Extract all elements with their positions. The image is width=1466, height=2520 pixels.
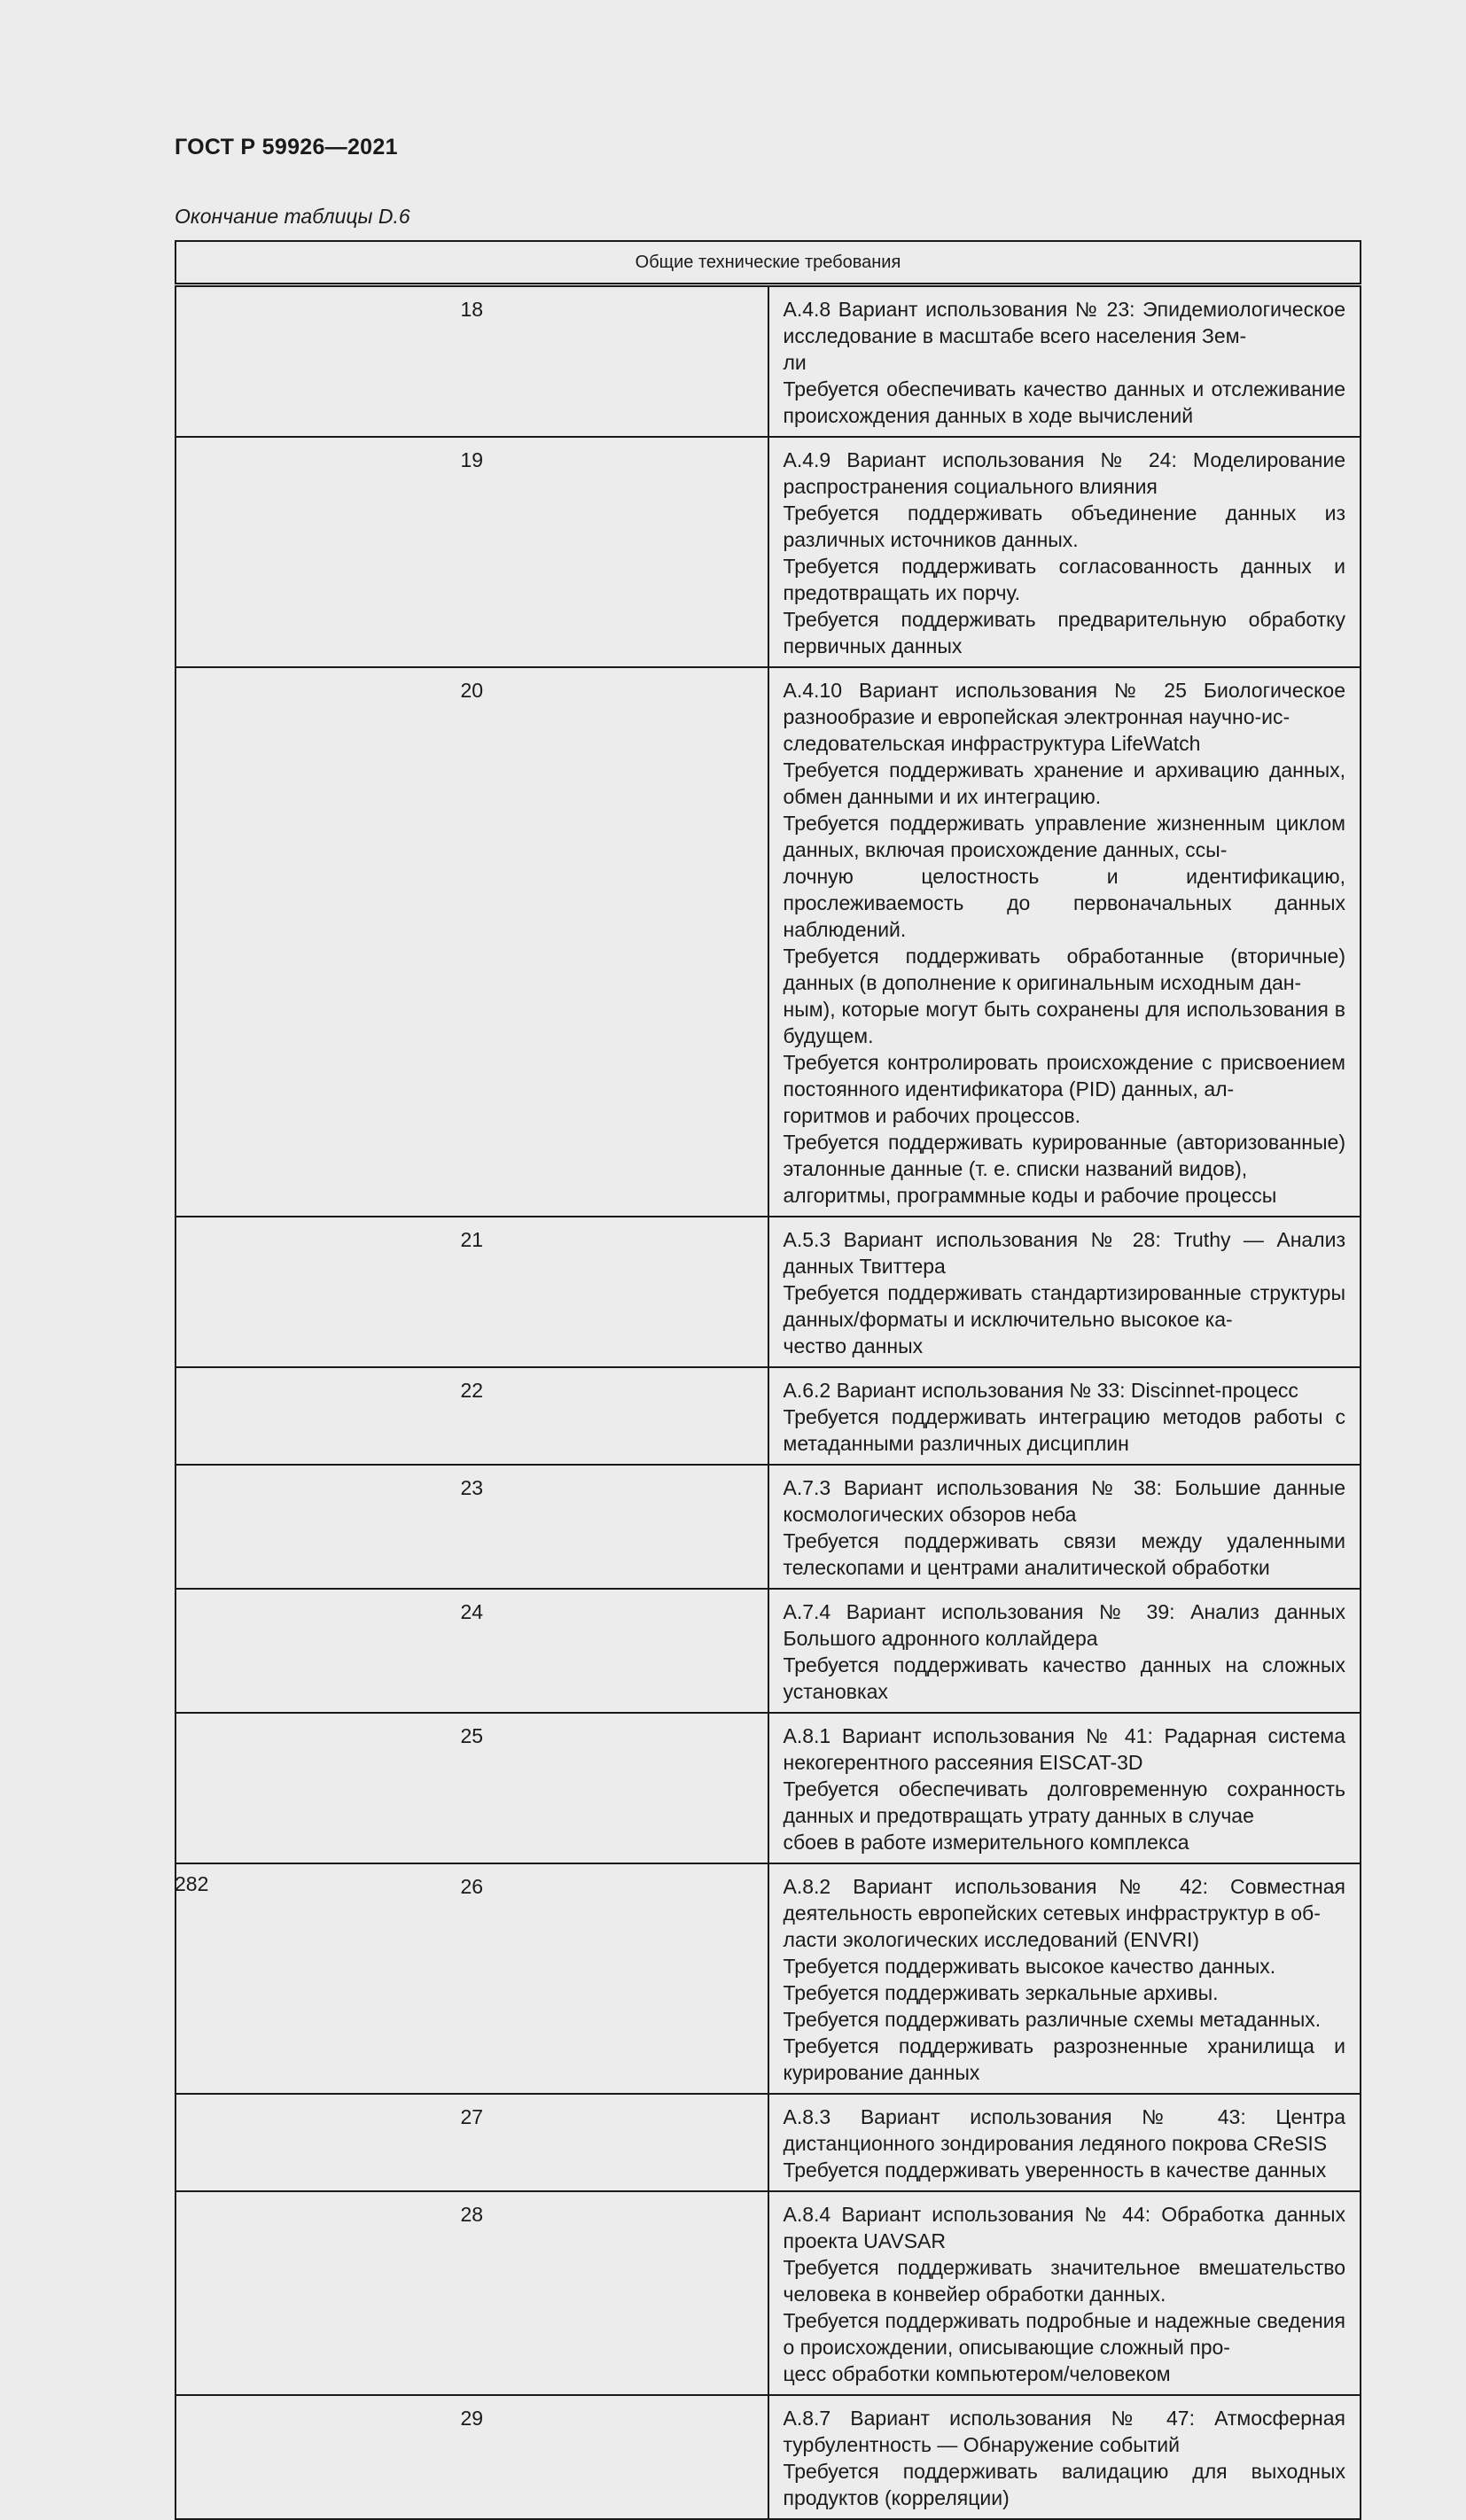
- row-text: [768, 285, 1361, 438]
- row-text: [768, 667, 1361, 1217]
- table-row: [175, 2395, 1361, 2519]
- row-text-line: Требуется контролировать происхождение с присвоением постоянного идентификатора (PID) данных, ал-: [783, 1051, 1345, 1101]
- table-row: [175, 667, 1361, 1217]
- row-text-line: А.7.4 Вариант использования № 39: Анализ данных Большого адронного коллайдера: [783, 1600, 1345, 1650]
- row-text-line: А.4.8 Вариант использования № 23: Эпидемиологическое исследование в масштабе всего населения Зем-: [783, 298, 1345, 347]
- row-text-line: горитмов и рабочих процессов.: [783, 1104, 1080, 1127]
- row-text-line: А.8.7 Вариант использования № 47: Атмосферная турбулентность — Обнаружение событий: [783, 2407, 1345, 2456]
- table-row: [175, 1863, 1361, 2094]
- row-text-line: ли: [783, 351, 807, 374]
- row-number: 21: [175, 1217, 768, 1367]
- row-text-line: Требуется поддерживать высокое качество данных.: [783, 1955, 1276, 1978]
- table-row: [175, 1367, 1361, 1465]
- row-text-line: чество данных: [783, 1334, 924, 1357]
- table-row: [175, 285, 1361, 438]
- requirements-table: [175, 240, 1361, 2520]
- row-text-line: Требуется обеспечивать качество данных и отслеживание происхождения данных в ходе вычислений: [783, 377, 1345, 427]
- row-number: 29: [175, 2395, 768, 2519]
- row-text: [768, 1713, 1361, 1863]
- table-row: [175, 1465, 1361, 1589]
- document-code: ГОСТ Р 59926—2021: [175, 135, 398, 159]
- row-text-line: лочную целостность и идентификацию, прослеживаемость до первоначальных данных наблюдений.: [783, 865, 1345, 941]
- row-text-line: А.5.3 Вариант использования № 28: Truthy — Анализ данных Твиттера: [783, 1228, 1345, 1278]
- row-text-line: Требуется поддерживать курированные (авторизованные) эталонные данные (т. е. списки названий видов),: [783, 1131, 1345, 1180]
- row-text: [768, 2094, 1361, 2191]
- row-number: 22: [175, 1367, 768, 1465]
- row-text-line: Требуется поддерживать согласованность данных и предотвращать их порчу.: [783, 555, 1345, 604]
- table-row: [175, 437, 1361, 667]
- row-number: 20: [175, 667, 768, 1217]
- row-text: [768, 2191, 1361, 2395]
- row-number: 18: [175, 285, 768, 438]
- table-header-cell: Общие технические требования: [175, 241, 1361, 285]
- row-text: [768, 1863, 1361, 2094]
- row-text-line: А.4.9 Вариант использования № 24: Моделирование распространения социального влияния: [783, 448, 1345, 498]
- row-text-line: А.8.1 Вариант использования № 41: Радарная система некогерентного рассеяния EISCAT-3D: [783, 1724, 1345, 1774]
- row-text-line: Требуется поддерживать качество данных на сложных установках: [783, 1653, 1345, 1703]
- row-text-line: сбоев в работе измерительного комплекса: [783, 1831, 1189, 1854]
- row-text-line: А.4.10 Вариант использования № 25 Биологическое разнообразие и европейская электронная научно-ис-: [783, 679, 1345, 728]
- row-text: [768, 1589, 1361, 1713]
- row-text-line: Требуется поддерживать обработанные (вторичные) данных (в дополнение к оригинальным исходным дан-: [783, 945, 1345, 994]
- row-text-line: следовательская инфраструктура LifeWatch: [783, 732, 1201, 755]
- table-row: [175, 2191, 1361, 2395]
- row-number: 28: [175, 2191, 768, 2395]
- row-number: 25: [175, 1713, 768, 1863]
- table-caption: Окончание таблицы D.6: [175, 205, 410, 228]
- row-text-line: Требуется поддерживать предварительную обработку первичных данных: [783, 608, 1345, 657]
- row-text-line: Требуется поддерживать валидацию для выходных продуктов (корреляции): [783, 2460, 1345, 2509]
- row-text-line: Требуется поддерживать интеграцию методов работы с метаданными различных дисциплин: [783, 1405, 1345, 1455]
- row-text: [768, 1217, 1361, 1367]
- row-text-line: цесс обработки компьютером/человеком: [783, 2362, 1171, 2385]
- row-number: 23: [175, 1465, 768, 1589]
- row-number: 24: [175, 1589, 768, 1713]
- row-text-line: ным), которые могут быть сохранены для использования в будущем.: [783, 998, 1345, 1047]
- row-text-line: Требуется поддерживать зеркальные архивы.: [783, 1981, 1219, 2004]
- table-header-row: [175, 241, 1361, 285]
- row-text-line: Требуется обеспечивать долговременную сохранность данных и предотвращать утрату данных в случае: [783, 1777, 1345, 1827]
- row-text: [768, 2395, 1361, 2519]
- row-text-line: Требуется поддерживать значительное вмешательство человека в конвейер обработки данных.: [783, 2256, 1345, 2306]
- row-text-line: алгоритмы, программные коды и рабочие процессы: [783, 1184, 1277, 1207]
- row-text-line: А.8.2 Вариант использования № 42: Совместная деятельность европейских сетевых инфраструктур в об-: [783, 1875, 1345, 1925]
- row-text-line: Требуется поддерживать управление жизненным циклом данных, включая происхождение данных, ссы-: [783, 812, 1345, 861]
- row-text-line: Требуется поддерживать разрозненные хранилища и курирование данных: [783, 2034, 1345, 2084]
- row-text-line: А.8.3 Вариант использования № 43: Центра дистанционного зондирования ледяного покрова CReSIS: [783, 2105, 1345, 2155]
- row-text-line: Требуется поддерживать связи между удаленными телескопами и центрами аналитической обработки: [783, 1529, 1345, 1579]
- table-row: [175, 1713, 1361, 1863]
- row-text: [768, 1367, 1361, 1465]
- row-text-line: Требуется поддерживать хранение и архивацию данных, обмен данными и их интеграцию.: [783, 758, 1345, 808]
- row-text-line: Требуется поддерживать стандартизированные структуры данных/форматы и исключительно высокое ка-: [783, 1281, 1345, 1331]
- row-text-line: Требуется поддерживать подробные и надежные сведения о происхождении, описывающие сложный про-: [783, 2309, 1345, 2359]
- table-row: [175, 1217, 1361, 1367]
- row-number: 19: [175, 437, 768, 667]
- row-text-line: Требуется поддерживать уверенность в качестве данных: [783, 2158, 1327, 2182]
- row-text-line: Требуется поддерживать объединение данных из различных источников данных.: [783, 502, 1345, 551]
- row-text: [768, 437, 1361, 667]
- row-text-line: А.8.4 Вариант использования № 44: Обработка данных проекта UAVSAR: [783, 2203, 1345, 2252]
- row-text-line: Требуется поддерживать различные схемы метаданных.: [783, 2008, 1322, 2031]
- row-number: 26: [175, 1863, 768, 2094]
- table-row: [175, 1589, 1361, 1713]
- page-number: 282: [175, 1872, 209, 1895]
- row-number: 27: [175, 2094, 768, 2191]
- row-text-line: А.6.2 Вариант использования № 33: Discinnet-процесс: [783, 1379, 1298, 1402]
- table-body: [175, 285, 1361, 2520]
- table-row: [175, 2094, 1361, 2191]
- row-text-line: А.7.3 Вариант использования № 38: Большие данные космологических обзоров неба: [783, 1476, 1345, 1526]
- row-text-line: ласти экологических исследований (ENVRI): [783, 1928, 1200, 1951]
- row-text: [768, 1465, 1361, 1589]
